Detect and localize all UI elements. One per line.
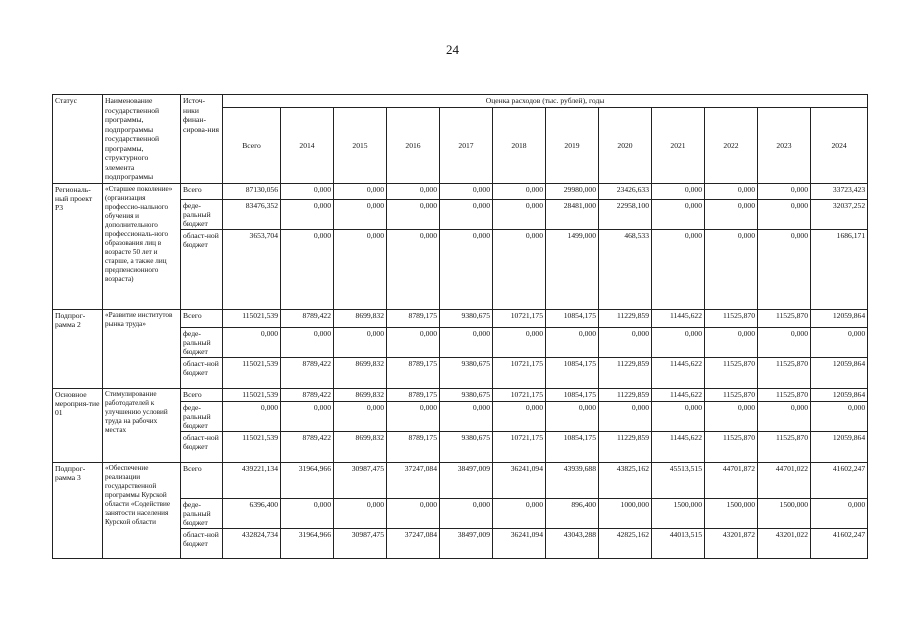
value-cell: 0,000 xyxy=(705,401,758,431)
funding-source-cell: феде-ральный бюджет xyxy=(181,498,223,528)
value-cell: 10721,175 xyxy=(493,388,546,401)
value-cell: 11525,870 xyxy=(758,431,811,462)
funding-source-cell: Всего xyxy=(181,388,223,401)
column-header: 2016 xyxy=(387,108,440,184)
value-cell: 0,000 xyxy=(440,327,493,357)
value-cell: 896,400 xyxy=(546,498,599,528)
value-cell: 468,533 xyxy=(599,229,652,309)
value-cell: 11525,870 xyxy=(758,357,811,388)
column-header: 2021 xyxy=(652,108,705,184)
value-cell: 0,000 xyxy=(281,498,334,528)
funding-source-cell: Всего xyxy=(181,462,223,498)
value-cell: 0,000 xyxy=(334,498,387,528)
value-cell: 36241,094 xyxy=(493,528,546,558)
funding-source-cell: Всего xyxy=(181,309,223,327)
value-cell: 115021,539 xyxy=(223,431,281,462)
program-name-cell: Стимулирование работодателей к улучшению условий труда на рабочих местах xyxy=(103,388,181,462)
funding-source-cell: феде-ральный бюджет xyxy=(181,401,223,431)
value-cell: 0,000 xyxy=(705,199,758,229)
funding-source-cell: Всего xyxy=(181,183,223,199)
value-cell: 44701,022 xyxy=(758,462,811,498)
value-cell: 11525,870 xyxy=(758,309,811,327)
value-cell: 0,000 xyxy=(334,229,387,309)
value-cell: 9380,675 xyxy=(440,431,493,462)
value-cell: 10854,175 xyxy=(546,357,599,388)
value-cell: 0,000 xyxy=(758,183,811,199)
value-cell: 1499,000 xyxy=(546,229,599,309)
value-cell: 0,000 xyxy=(440,401,493,431)
value-cell: 0,000 xyxy=(705,183,758,199)
value-cell: 0,000 xyxy=(493,327,546,357)
value-cell: 9380,675 xyxy=(440,357,493,388)
value-cell: 12059,864 xyxy=(811,388,868,401)
column-header: Всего xyxy=(223,108,281,184)
value-cell: 0,000 xyxy=(758,327,811,357)
value-cell: 0,000 xyxy=(281,327,334,357)
status-cell: Подпрог-рамма 2 xyxy=(53,309,103,388)
value-cell: 0,000 xyxy=(652,327,705,357)
value-cell: 0,000 xyxy=(705,327,758,357)
value-cell: 8699,832 xyxy=(334,388,387,401)
value-cell: 11445,622 xyxy=(652,309,705,327)
value-cell: 8699,832 xyxy=(334,357,387,388)
value-cell: 9380,675 xyxy=(440,309,493,327)
value-cell: 0,000 xyxy=(546,327,599,357)
column-header: 2014 xyxy=(281,108,334,184)
status-header: Статус xyxy=(53,95,103,184)
status-cell: Региональ-ный проект Р3 xyxy=(53,183,103,309)
value-cell: 8789,175 xyxy=(387,388,440,401)
value-cell: 0,000 xyxy=(811,401,868,431)
status-cell: Подпрог-рамма 3 xyxy=(53,462,103,558)
value-cell: 0,000 xyxy=(493,229,546,309)
value-cell: 11229,859 xyxy=(599,431,652,462)
value-cell: 0,000 xyxy=(493,183,546,199)
funding-source-cell: феде-ральный бюджет xyxy=(181,327,223,357)
value-cell: 8789,175 xyxy=(387,431,440,462)
value-cell: 12059,864 xyxy=(811,357,868,388)
column-header: 2020 xyxy=(599,108,652,184)
value-cell: 11445,622 xyxy=(652,357,705,388)
value-cell: 0,000 xyxy=(493,401,546,431)
column-header: 2017 xyxy=(440,108,493,184)
value-cell: 28481,000 xyxy=(546,199,599,229)
value-cell: 41602,247 xyxy=(811,462,868,498)
value-cell: 1500,000 xyxy=(652,498,705,528)
column-header: 2022 xyxy=(705,108,758,184)
budget-table xyxy=(52,94,868,559)
value-cell: 0,000 xyxy=(387,327,440,357)
value-cell: 0,000 xyxy=(334,199,387,229)
value-cell: 0,000 xyxy=(758,229,811,309)
value-cell: 0,000 xyxy=(334,327,387,357)
value-cell: 0,000 xyxy=(387,229,440,309)
value-cell: 0,000 xyxy=(440,199,493,229)
value-cell: 10854,175 xyxy=(546,431,599,462)
value-cell: 0,000 xyxy=(440,229,493,309)
value-cell: 11445,622 xyxy=(652,431,705,462)
value-cell: 44701,872 xyxy=(705,462,758,498)
value-cell: 45513,515 xyxy=(652,462,705,498)
value-cell: 8789,175 xyxy=(387,309,440,327)
value-cell: 0,000 xyxy=(281,183,334,199)
value-cell: 1500,000 xyxy=(758,498,811,528)
value-cell: 32037,252 xyxy=(811,199,868,229)
column-header: 2015 xyxy=(334,108,387,184)
value-cell: 0,000 xyxy=(599,327,652,357)
estimate-title: Оценка расходов (тыс. рублей), годы xyxy=(223,95,868,108)
value-cell: 8699,832 xyxy=(334,431,387,462)
value-cell: 42825,162 xyxy=(599,528,652,558)
value-cell: 12059,864 xyxy=(811,431,868,462)
funding-source-cell: област-ной бюджет xyxy=(181,431,223,462)
funding-source-cell: феде-ральный бюджет xyxy=(181,199,223,229)
value-cell: 37247,084 xyxy=(387,462,440,498)
funding-source-cell: област-ной бюджет xyxy=(181,229,223,309)
table-row xyxy=(53,388,868,401)
value-cell: 0,000 xyxy=(387,199,440,229)
value-cell: 11525,870 xyxy=(705,431,758,462)
source-header: Источ-ники финан-сирова-ния xyxy=(181,95,223,184)
value-cell: 439221,134 xyxy=(223,462,281,498)
value-cell: 11525,870 xyxy=(705,309,758,327)
value-cell: 38497,009 xyxy=(440,528,493,558)
value-cell: 0,000 xyxy=(440,183,493,199)
value-cell: 12059,864 xyxy=(811,309,868,327)
value-cell: 10721,175 xyxy=(493,431,546,462)
value-cell: 8789,422 xyxy=(281,388,334,401)
page-number: 24 xyxy=(446,42,459,57)
value-cell: 43939,688 xyxy=(546,462,599,498)
value-cell: 115021,539 xyxy=(223,388,281,401)
value-cell: 43201,872 xyxy=(705,528,758,558)
status-cell: Основное мероприя-тие 01 xyxy=(53,388,103,462)
funding-source-cell: област-ной бюджет xyxy=(181,528,223,558)
value-cell: 0,000 xyxy=(652,199,705,229)
value-cell: 0,000 xyxy=(334,183,387,199)
value-cell: 31964,966 xyxy=(281,528,334,558)
value-cell: 0,000 xyxy=(811,327,868,357)
value-cell: 23426,633 xyxy=(599,183,652,199)
value-cell: 0,000 xyxy=(652,183,705,199)
value-cell: 8789,175 xyxy=(387,357,440,388)
value-cell: 87130,056 xyxy=(223,183,281,199)
value-cell: 31964,966 xyxy=(281,462,334,498)
value-cell: 43043,288 xyxy=(546,528,599,558)
value-cell: 38497,009 xyxy=(440,462,493,498)
value-cell: 8789,422 xyxy=(281,357,334,388)
column-header: 2018 xyxy=(493,108,546,184)
value-cell: 115021,539 xyxy=(223,309,281,327)
value-cell: 0,000 xyxy=(758,401,811,431)
value-cell: 11445,622 xyxy=(652,388,705,401)
value-cell: 0,000 xyxy=(493,199,546,229)
value-cell: 10721,175 xyxy=(493,309,546,327)
value-cell: 11525,870 xyxy=(705,357,758,388)
program-name-cell: «Развитие институтов рынка труда» xyxy=(103,309,181,388)
value-cell: 8789,422 xyxy=(281,309,334,327)
value-cell: 0,000 xyxy=(223,401,281,431)
column-header: 2019 xyxy=(546,108,599,184)
value-cell: 0,000 xyxy=(281,401,334,431)
value-cell: 0,000 xyxy=(599,401,652,431)
value-cell: 36241,094 xyxy=(493,462,546,498)
value-cell: 11229,859 xyxy=(599,388,652,401)
value-cell: 1500,000 xyxy=(705,498,758,528)
value-cell: 0,000 xyxy=(758,199,811,229)
header-row-1 xyxy=(53,95,868,108)
value-cell: 6396,400 xyxy=(223,498,281,528)
value-cell: 9380,675 xyxy=(440,388,493,401)
value-cell: 0,000 xyxy=(546,401,599,431)
value-cell: 0,000 xyxy=(493,498,546,528)
value-cell: 0,000 xyxy=(334,401,387,431)
value-cell: 432824,734 xyxy=(223,528,281,558)
value-cell: 1000,000 xyxy=(599,498,652,528)
value-cell: 0,000 xyxy=(281,229,334,309)
value-cell: 0,000 xyxy=(223,327,281,357)
value-cell: 43201,022 xyxy=(758,528,811,558)
value-cell: 30987,475 xyxy=(334,462,387,498)
value-cell: 115021,539 xyxy=(223,357,281,388)
value-cell: 1686,171 xyxy=(811,229,868,309)
value-cell: 43825,162 xyxy=(599,462,652,498)
value-cell: 11229,859 xyxy=(599,309,652,327)
value-cell: 10721,175 xyxy=(493,357,546,388)
value-cell: 30987,475 xyxy=(334,528,387,558)
value-cell: 44013,515 xyxy=(652,528,705,558)
table-row xyxy=(53,462,868,498)
value-cell: 37247,084 xyxy=(387,528,440,558)
program-name-cell: «Обеспечение реализации государственной программы Курской области «Содействие занятости населения Курской области xyxy=(103,462,181,558)
table-row xyxy=(53,183,868,199)
value-cell: 0,000 xyxy=(705,229,758,309)
value-cell: 0,000 xyxy=(652,229,705,309)
value-cell: 41602,247 xyxy=(811,528,868,558)
value-cell: 0,000 xyxy=(387,183,440,199)
value-cell: 0,000 xyxy=(387,401,440,431)
value-cell: 0,000 xyxy=(440,498,493,528)
value-cell: 83476,352 xyxy=(223,199,281,229)
value-cell: 11525,870 xyxy=(705,388,758,401)
value-cell: 33723,423 xyxy=(811,183,868,199)
name-header: Наименование государственной программы, подпрограммы государственной программы, структурного элемента подпрограммы xyxy=(103,95,181,184)
value-cell: 8699,832 xyxy=(334,309,387,327)
value-cell: 0,000 xyxy=(387,498,440,528)
value-cell: 8789,422 xyxy=(281,431,334,462)
value-cell: 3653,704 xyxy=(223,229,281,309)
value-cell: 10854,175 xyxy=(546,388,599,401)
value-cell: 10854,175 xyxy=(546,309,599,327)
value-cell: 0,000 xyxy=(811,498,868,528)
table-row xyxy=(53,309,868,327)
program-name-cell: «Старшее поколение» (организация профессио-нального обучения и дополнительного профессиональ-ного образования лиц в возрасте 50 лет и старше, а также лиц предпенсионного возраста) xyxy=(103,183,181,309)
value-cell: 0,000 xyxy=(652,401,705,431)
value-cell: 11525,870 xyxy=(758,388,811,401)
value-cell: 0,000 xyxy=(281,199,334,229)
funding-source-cell: област-ной бюджет xyxy=(181,357,223,388)
column-header: 2024 xyxy=(811,108,868,184)
value-cell: 11229,859 xyxy=(599,357,652,388)
column-header: 2023 xyxy=(758,108,811,184)
value-cell: 22958,100 xyxy=(599,199,652,229)
value-cell: 29980,000 xyxy=(546,183,599,199)
table-body xyxy=(53,183,868,558)
